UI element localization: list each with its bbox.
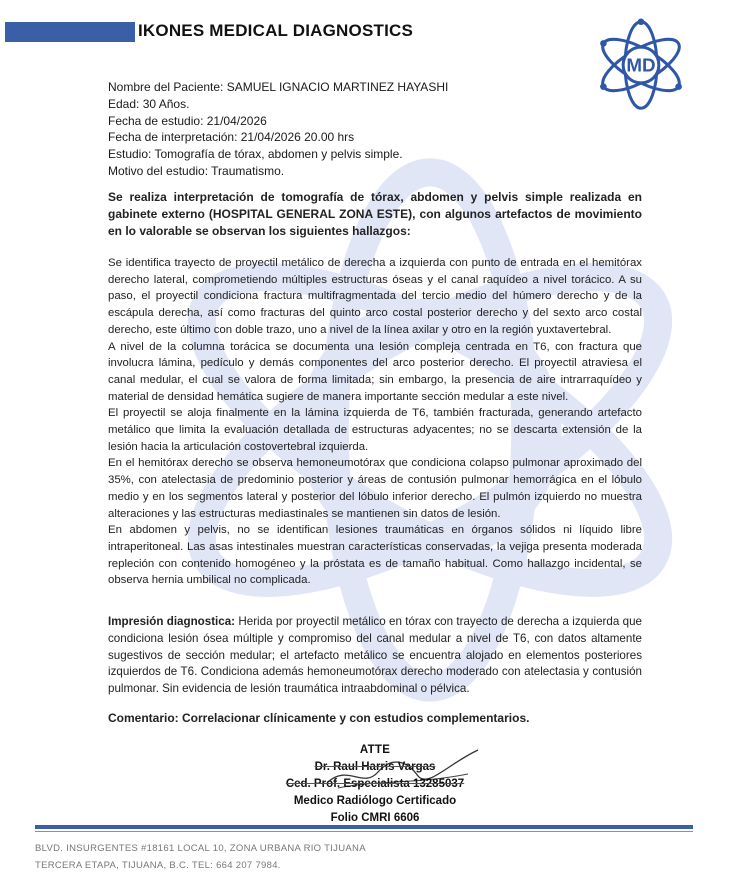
impression-label: Impresión diagnostica:: [108, 615, 236, 628]
patient-name: Nombre del Paciente: SAMUEL IGNACIO MARTINEZ HAYASHI: [108, 80, 449, 94]
study-type: Estudio: Tomografía de tórax, abdomen y pelvis simple.: [108, 147, 403, 162]
impression-text: Herida por proyectil metálico en tórax con trayecto de derecha a izquierda que condiciona lesión ósea múltiple y compromiso del canal medular a nivel de T6, con datos altamente sugestivos de sección medular; el artefacto metálico se encuentra alojado en elementos posteriores izquierdos de T6. Condiciona además hemoneumotórax derecho moderado con atelectasia y contusión pulmonar. Sin evidencia de lesión traumática intraabdominal o pélvica.: [108, 615, 642, 696]
patient-info: [108, 79, 448, 180]
doctor-folio: Folio CMRI 6606: [330, 812, 420, 824]
finding-paragraph: En abdomen y pelvis, no se identifican lesiones traumáticas en órganos sólidos ni líquido libre intraperitoneal. Las asas intestinales muestran características conservadas, la vejiga presenta moderada repleción con contenido homogéneo y la próstata es de tamaño habitual. Como hallazgo incidental, se observa hernia umbilical no complicada.: [108, 524, 642, 587]
finding-paragraph: En el hemitórax derecho se observa hemoneumotórax que condiciona colapso pulmonar aproximado del 35%, con atelectasia de predominio posterior y áreas de contusión pulmonar hemorrágica en el lóbulo medio y en los segmentos lateral y posterior del lóbulo inferior derecho. El pulmón izquierdo no muestra alteraciones y las estructuras mediastinales se mantienen sin datos de lesión.: [108, 457, 642, 520]
footer-rule-thin: [35, 831, 693, 832]
comment-line: Comentario: Correlacionar clínicamente y con estudios complementarios.: [108, 711, 530, 725]
footer-line: BLVD. INSURGENTES #18161 LOCAL 10, ZONA URBANA RIO TIJUANA: [35, 843, 366, 854]
study-date: Fecha de estudio: 21/04/2026: [108, 113, 267, 128]
study-reason: Motivo del estudio: Traumatismo.: [108, 163, 285, 178]
footer-line: TERCERA ETAPA, TIJUANA, B.C. TEL: 664 207 7984.: [35, 860, 281, 871]
finding-paragraph: A nivel de la columna torácica se documenta una lesión compleja centrada en T6, con fractura que involucra lámina, pedículo y demás componentes del arco posterior derecho. El proyectil atraviesa el canal medular, el cual se valora de forma limitada; sin embargo, la presencia de aire intrarraquídeo y material de densidad hemática sugiere de manera importante sección medular a este nivel.: [108, 340, 642, 403]
footer-address: [35, 840, 366, 874]
signature-atte: ATTE: [359, 744, 391, 756]
atom-md-logo-icon: [594, 18, 688, 112]
logo-letters: MD: [626, 54, 656, 76]
header-accent-bar: [5, 22, 135, 42]
signature-block: [260, 742, 490, 827]
patient-age: Edad: 30 Años.: [108, 96, 190, 111]
finding-paragraph: Se identifica trayecto de proyectil metálico de derecha a izquierda con punto de entrada en el hemitórax derecho lateral, comprometiendo múltiples estructuras óseas y el canal raquídeo a nivel torácico. A su paso, el proyectil condiciona fractura multifragmentada del tercio medio del húmero derecho y de la escápula derecha, así como fracturas del quinto arco costal posterior derecho y del sexto arco costal derecho, este último con doble trazo, uno a nivel de la línea axilar y otro en la región yuxtavertebral.: [108, 257, 642, 336]
finding-paragraph: El proyectil se aloja finalmente en la lámina izquierda de T6, también fracturada, generando artefacto metálico que limita la evaluación detallada de estructuras adyacentes; no se descarta extensión de la lesión hacia la articulación costovertebral izquierda.: [108, 407, 642, 453]
impression-section: [108, 614, 642, 698]
intro-paragraph: Se realiza interpretación de tomografía de tórax, abdomen y pelvis simple realizada en gabinete externo (HOSPITAL GENERAL ZONA ESTE), con algunos artefactos de movimiento en lo valorable se observan los siguientes hallazgos:: [108, 190, 642, 238]
doctor-title: Medico Radiólogo Certificado: [293, 795, 457, 807]
clinic-name: IKONES MEDICAL DIAGNOSTICS: [138, 21, 414, 40]
findings-section: [108, 255, 642, 589]
doctor-license: Ced. Prof. Especialista 13285037: [285, 778, 465, 790]
doctor-name: Dr. Raul Harris Vargas: [314, 761, 436, 773]
footer-rule: [35, 825, 693, 829]
interpretation-date: Fecha de interpretación: 21/04/2026 20.00 hrs: [108, 130, 355, 145]
